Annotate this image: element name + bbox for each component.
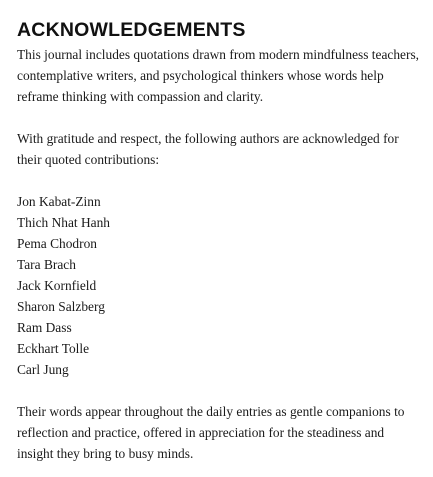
author-list-item: Thich Nhat Hanh: [17, 215, 110, 230]
author-list-item: Carl Jung: [17, 362, 69, 377]
closing-paragraph: Their words appear throughout the daily entries as gentle companions to reflection and practice, offered in appreciation for the steadiness and insight they bring to busy minds.: [17, 404, 405, 461]
author-list-item: Sharon Salzberg: [17, 299, 105, 314]
intro-paragraph: This journal includes quotations drawn from modern mindfulness teachers, contemplative writers, and psychological thinkers whose words help reframe thinking with compassion and clarity.: [17, 47, 420, 104]
acknowledgements-page: [17, 18, 422, 464]
author-list-item: Ram Dass: [17, 320, 72, 335]
author-list: [17, 191, 422, 380]
author-list-item: Jack Kornfield: [17, 278, 97, 293]
author-list-item: Jon Kabat-Zinn: [17, 194, 101, 209]
gratitude-paragraph: With gratitude and respect, the following authors are acknowledged for their quoted contributions:: [17, 131, 399, 167]
author-list-item: Eckhart Tolle: [17, 341, 90, 356]
author-list-item: Tara Brach: [17, 257, 76, 272]
page-title: ACKNOWLEDGEMENTS: [17, 19, 246, 41]
author-list-item: Pema Chodron: [17, 236, 97, 251]
